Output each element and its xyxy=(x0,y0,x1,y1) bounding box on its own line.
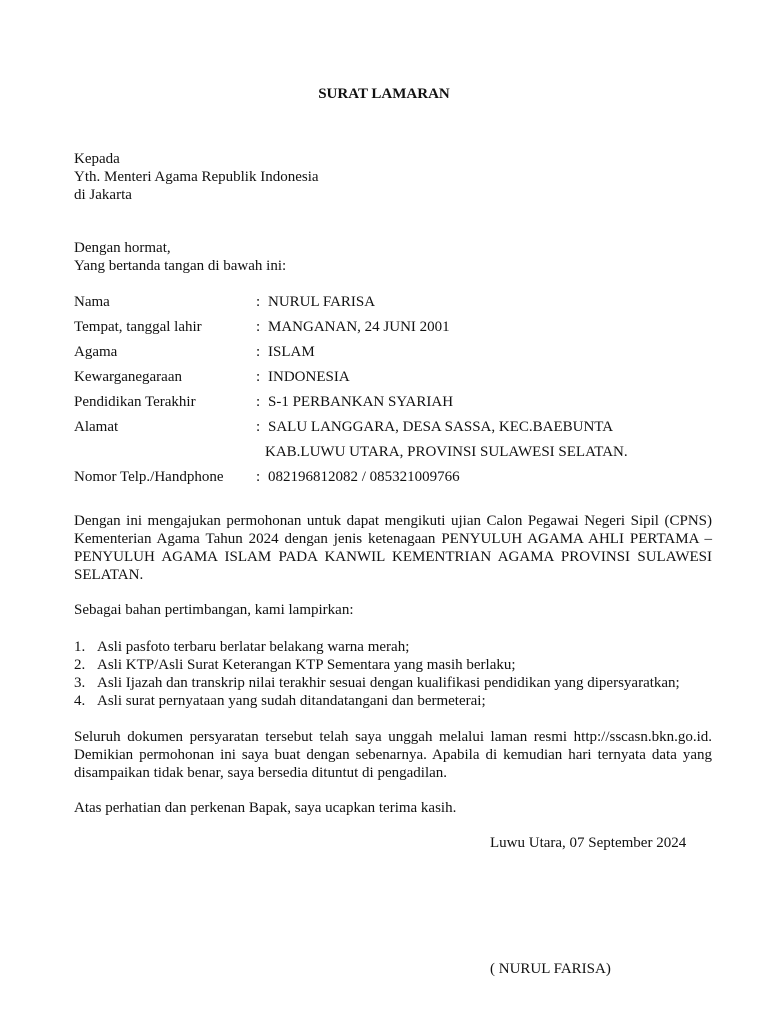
list-item xyxy=(74,656,712,674)
list-item-number: 3. xyxy=(74,675,86,691)
recipient-line-2: Yth. Menteri Agama Republik Indonesia xyxy=(74,169,319,185)
greeting-block xyxy=(74,239,712,275)
identity-label: Tempat, tanggal lahir xyxy=(74,319,202,335)
identity-value: NURUL FARISA xyxy=(268,294,376,310)
list-item-number: 1. xyxy=(74,639,86,655)
identity-value: KAB.LUWU UTARA, PROVINSI SULAWESI SELATAN. xyxy=(265,444,628,460)
identity-value: INDONESIA xyxy=(268,369,350,385)
place-date: Luwu Utara, 07 September 2024 xyxy=(490,835,687,851)
recipient-block xyxy=(74,150,712,204)
identity-row-phone xyxy=(74,468,712,493)
list-item xyxy=(74,674,712,692)
closing-paragraph: Seluruh dokumen persyaratan tersebut telah saya unggah melalui laman resmi http://sscasn.bkn.go.id. Demikian permohonan ini saya buat dengan sebenarnya. Apabila di kemudian hari ternyata data yang disampaikan tidak benar, saya bersedia dituntut di pengadilan. xyxy=(74,729,712,781)
identity-label: Alamat xyxy=(74,419,119,435)
identity-table xyxy=(74,293,712,493)
identity-label: Pendidikan Terakhir xyxy=(74,394,196,410)
identity-row-religion xyxy=(74,343,712,368)
identity-value: 082196812082 / 085321009766 xyxy=(268,469,460,485)
identity-row-name xyxy=(74,293,712,318)
identity-colon: : xyxy=(256,344,261,360)
list-item-number: 2. xyxy=(74,657,86,673)
list-item xyxy=(74,692,712,710)
list-item-number: 4. xyxy=(74,693,86,709)
identity-value: ISLAM xyxy=(268,344,315,360)
letter-title: SURAT LAMARAN xyxy=(318,86,450,102)
greeting-line-2: Yang bertanda tangan di bawah ini: xyxy=(74,258,287,274)
identity-value: MANGANAN, 24 JUNI 2001 xyxy=(268,319,450,335)
identity-colon: : xyxy=(256,294,261,310)
identity-colon: : xyxy=(256,369,261,385)
identity-value: S-1 PERBANKAN SYARIAH xyxy=(268,394,454,410)
identity-value: SALU LANGGARA, DESA SASSA, KEC.BAEBUNTA xyxy=(268,419,614,435)
list-item-text: Asli pasfoto terbaru berlatar belakang warna merah; xyxy=(97,639,410,655)
identity-row-address-continued xyxy=(74,443,712,468)
identity-row-birth xyxy=(74,318,712,343)
identity-row-education xyxy=(74,393,712,418)
identity-label: Agama xyxy=(74,344,118,360)
application-paragraph: Dengan ini mengajukan permohonan untuk dapat mengikuti ujian Calon Pegawai Negeri Sipil (CPNS) Kementerian Agama Tahun 2024 dengan jenis ketenagaan PENYULUH AGAMA AHLI PERTAMA – PENYULUH AGAMA ISLAM PADA KANWIL KEMENTRIAN AGAMA PROVINSI SULAWESI SELATAN. xyxy=(74,513,712,583)
identity-label: Nama xyxy=(74,294,110,310)
identity-row-address xyxy=(74,418,712,443)
recipient-line-1: Kepada xyxy=(74,151,120,167)
attachment-intro: Sebagai bahan pertimbangan, kami lampirkan: xyxy=(74,602,354,618)
identity-colon: : xyxy=(256,394,261,410)
identity-colon: : xyxy=(256,419,261,435)
identity-colon: : xyxy=(256,319,261,335)
attachment-list xyxy=(74,638,712,710)
list-item xyxy=(74,638,712,656)
identity-colon: : xyxy=(256,469,261,485)
identity-label: Kewarganegaraan xyxy=(74,369,182,385)
identity-label: Nomor Telp./Handphone xyxy=(74,469,224,485)
recipient-line-3: di Jakarta xyxy=(74,187,132,203)
signature-name: ( NURUL FARISA) xyxy=(490,961,611,977)
thanks-line: Atas perhatian dan perkenan Bapak, saya ucapkan terima kasih. xyxy=(74,800,457,816)
list-item-text: Asli Ijazah dan transkrip nilai terakhir sesuai dengan kualifikasi pendidikan yang dipersyaratkan; xyxy=(97,675,680,691)
list-item-text: Asli KTP/Asli Surat Keterangan KTP Sementara yang masih berlaku; xyxy=(97,657,516,673)
list-item-text: Asli surat pernyataan yang sudah ditandatangani dan bermeterai; xyxy=(97,693,486,709)
greeting-line-1: Dengan hormat, xyxy=(74,240,171,256)
identity-row-citizenship xyxy=(74,368,712,393)
